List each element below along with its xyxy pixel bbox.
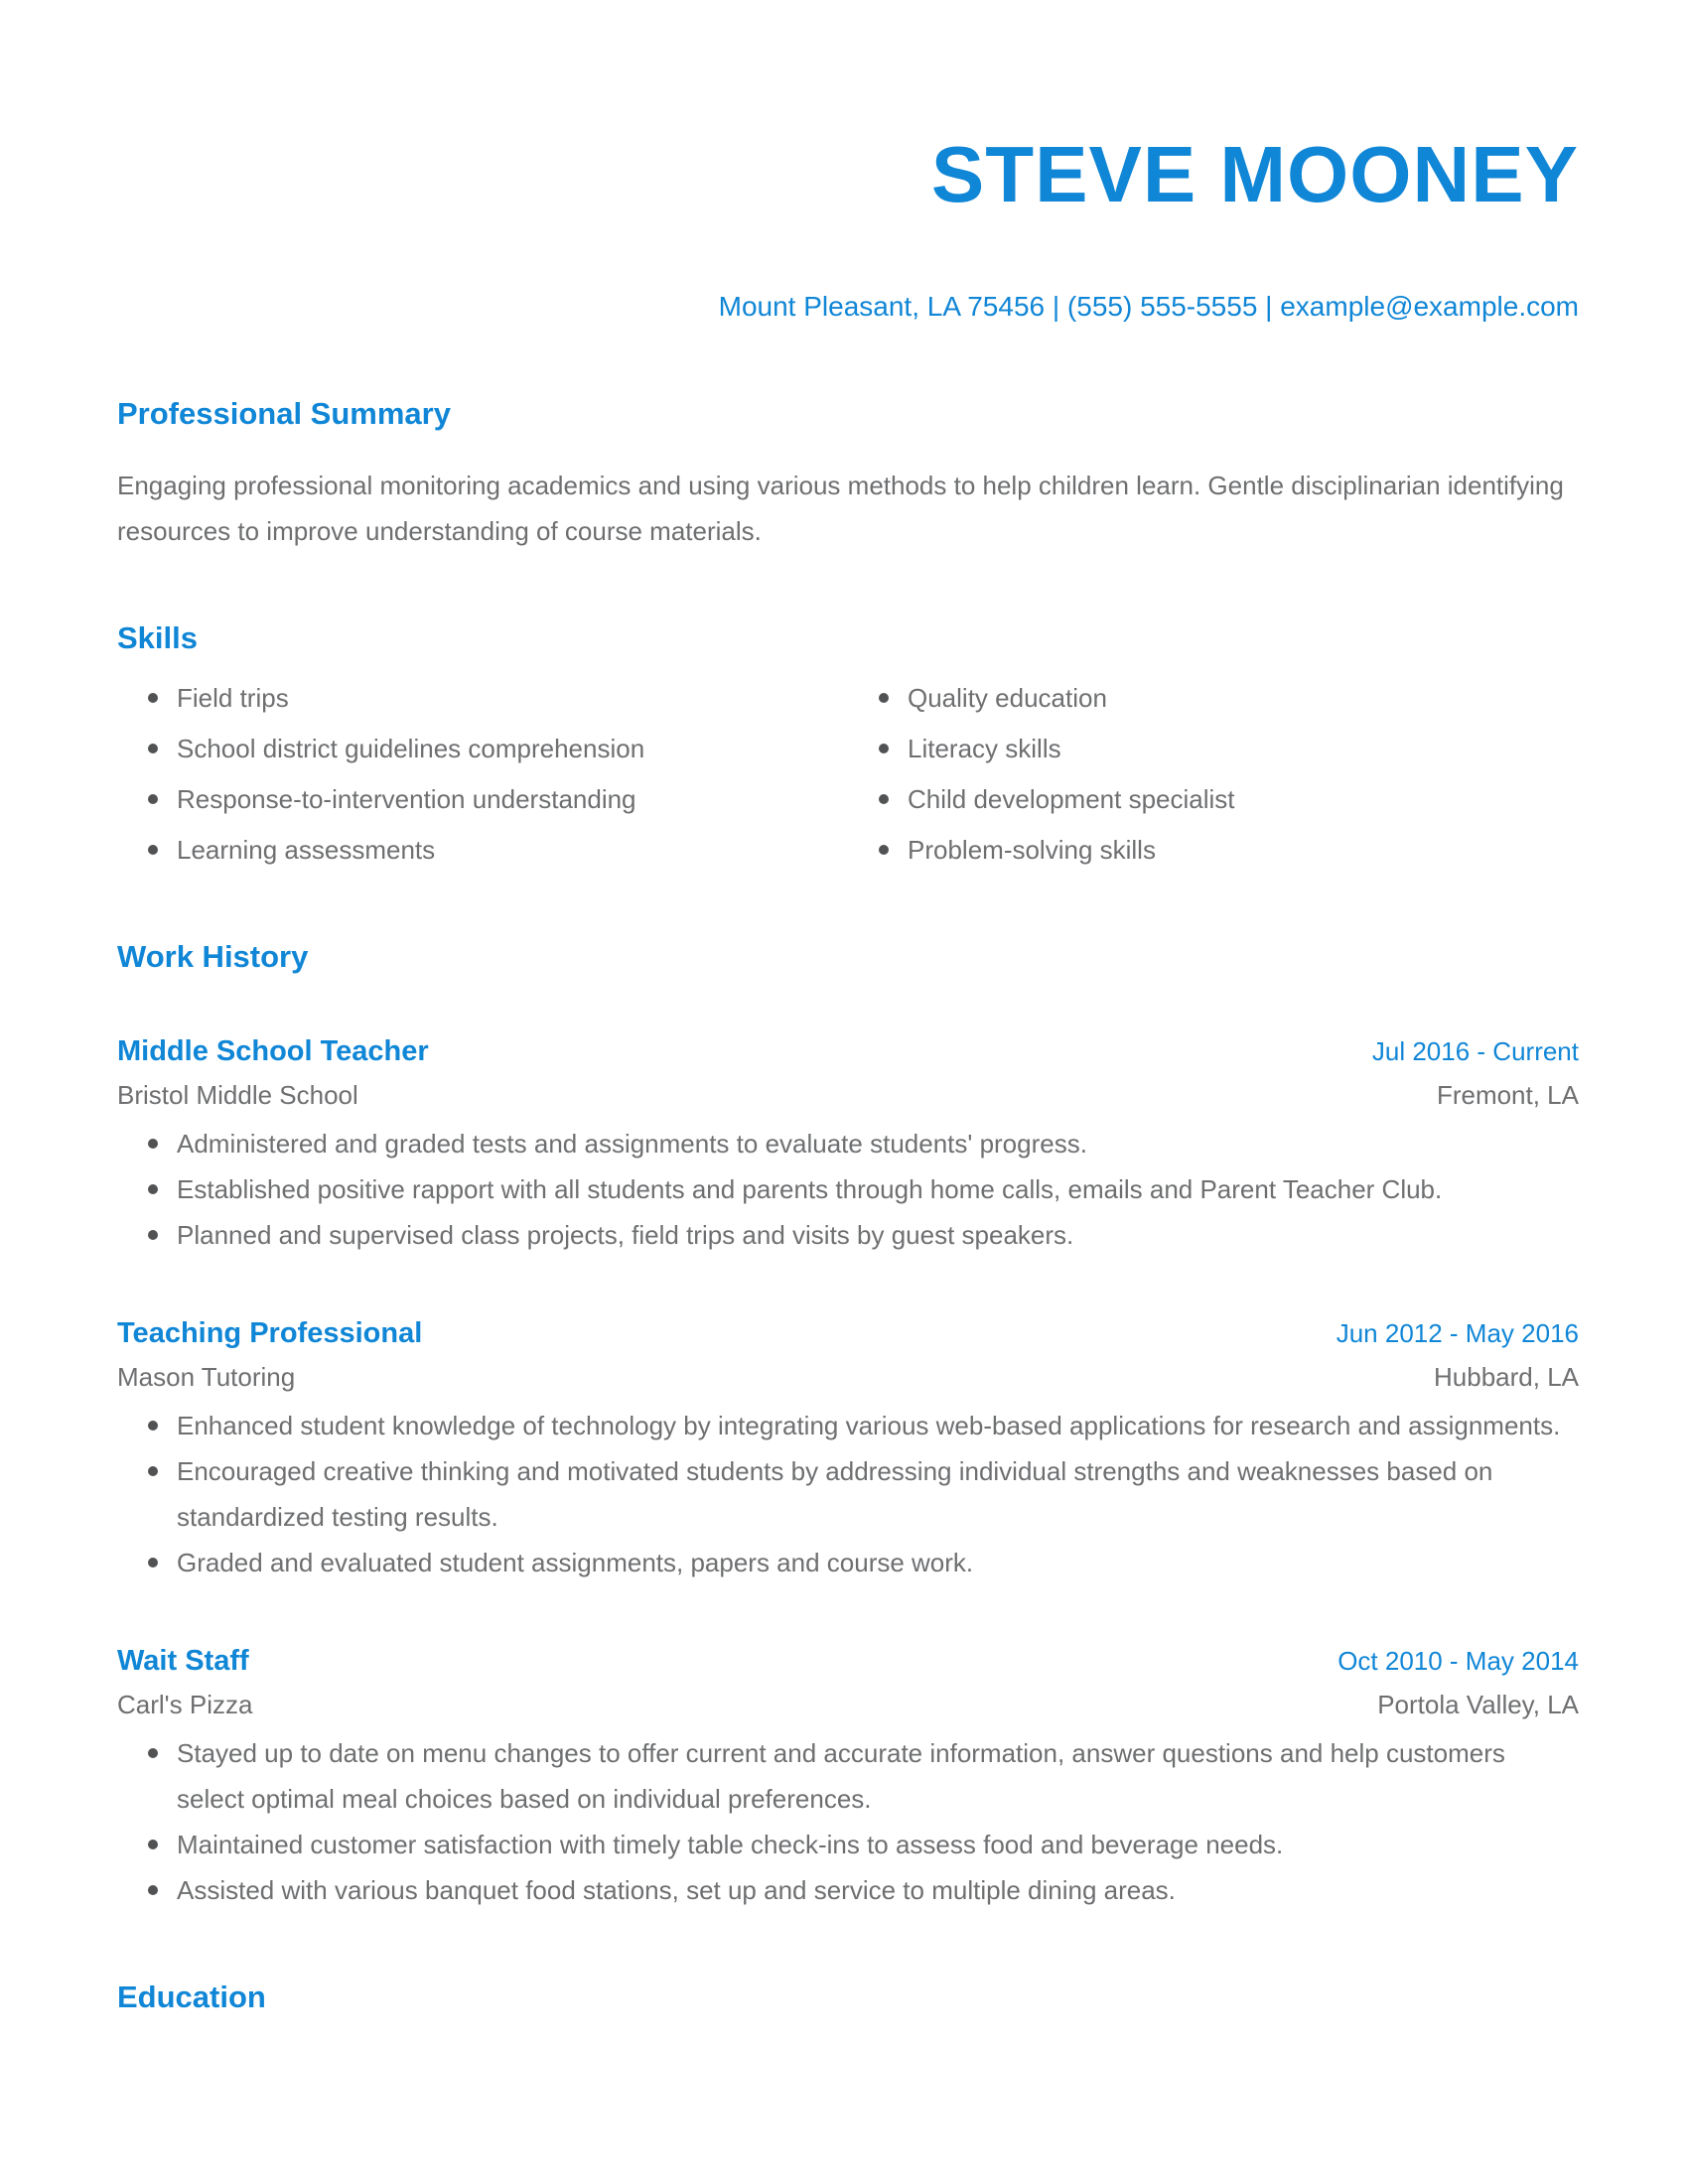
skill-item: Child development specialist — [848, 776, 1579, 822]
job-head — [117, 1643, 1579, 1679]
job-bullet: Encouraged creative thinking and motivated students by addressing individual strengths and weaknesses based on standardized testing results. — [117, 1448, 1579, 1540]
job-location: Portola Valley, LA — [1377, 1690, 1579, 1719]
job-sub — [117, 1689, 1579, 1720]
job-company: Bristol Middle School — [117, 1080, 358, 1110]
job-company: Mason Tutoring — [117, 1362, 296, 1392]
job-location: Hubbard, LA — [1434, 1362, 1579, 1392]
job-entry — [117, 1643, 1579, 1913]
job-bullet: Planned and supervised class projects, field trips and visits by guest speakers. — [117, 1212, 1579, 1258]
skill-item: Literacy skills — [848, 726, 1579, 771]
job-entry — [117, 1033, 1579, 1258]
contact-line: Mount Pleasant, LA 75456 | (555) 555-5555 | example@example.com — [718, 291, 1579, 322]
job-location: Fremont, LA — [1436, 1080, 1579, 1110]
skill-item: School district guidelines comprehension — [117, 726, 848, 771]
job-bullet: Established positive rapport with all students and parents through home calls, emails and Parent Teacher Club. — [117, 1166, 1579, 1212]
job-head — [117, 1315, 1579, 1351]
job-bullets — [117, 1403, 1579, 1585]
skills-column-left — [117, 675, 848, 873]
job-bullet: Stayed up to date on menu changes to offer current and accurate information, answer questions and help customers select optimal meal choices based on individual preferences. — [117, 1730, 1579, 1822]
summary-text: Engaging professional monitoring academics and using various methods to help children learn. Gentle disciplinarian identifying resources to improve understanding of course materials. — [117, 471, 1564, 546]
job-bullet: Assisted with various banquet food stations, set up and service to multiple dining areas. — [117, 1867, 1579, 1913]
section-title-education: Education — [117, 1979, 266, 2014]
skill-item: Field trips — [117, 675, 848, 721]
job-entry — [117, 1315, 1579, 1585]
skills-column-right — [848, 675, 1579, 873]
skill-item: Quality education — [848, 675, 1579, 721]
job-dates: Jul 2016 - Current — [1371, 1036, 1579, 1066]
skills-columns — [117, 675, 1579, 873]
skill-item: Learning assessments — [117, 827, 848, 873]
job-title: Middle School Teacher — [117, 1035, 429, 1067]
job-dates: Jun 2012 - May 2016 — [1336, 1318, 1579, 1348]
job-title: Wait Staff — [117, 1645, 249, 1677]
job-bullets — [117, 1121, 1579, 1258]
section-title-work-history: Work History — [117, 939, 309, 974]
job-bullet: Enhanced student knowledge of technology by integrating various web-based applications for research and assignments. — [117, 1403, 1579, 1448]
job-sub — [117, 1079, 1579, 1111]
section-title-summary: Professional Summary — [117, 396, 451, 431]
job-bullet: Graded and evaluated student assignments, papers and course work. — [117, 1540, 1579, 1585]
job-dates: Oct 2010 - May 2014 — [1337, 1646, 1579, 1676]
section-title-skills: Skills — [117, 620, 198, 655]
skill-item: Problem-solving skills — [848, 827, 1579, 873]
job-bullet: Administered and graded tests and assignments to evaluate students' progress. — [117, 1121, 1579, 1166]
job-company: Carl's Pizza — [117, 1690, 253, 1719]
skill-item: Response-to-intervention understanding — [117, 776, 848, 822]
page-title: STEVE MOONEY — [930, 130, 1579, 218]
job-head — [117, 1033, 1579, 1069]
job-title: Teaching Professional — [117, 1317, 423, 1349]
job-sub — [117, 1361, 1579, 1393]
job-bullet: Maintained customer satisfaction with timely table check-ins to assess food and beverage needs. — [117, 1822, 1579, 1867]
job-bullets — [117, 1730, 1579, 1913]
